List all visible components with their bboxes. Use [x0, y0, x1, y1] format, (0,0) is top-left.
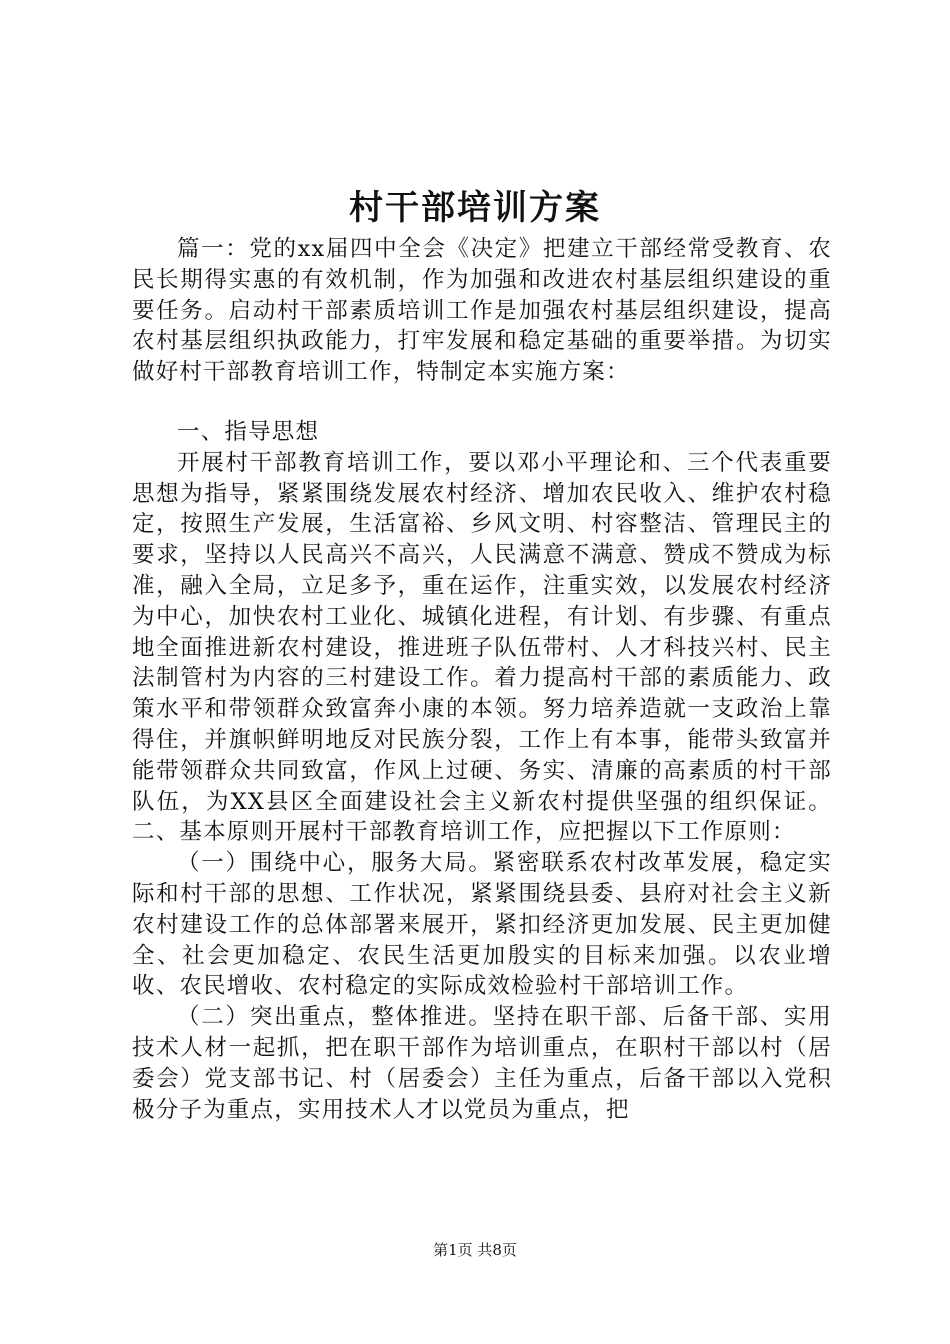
document-body [132, 234, 832, 1125]
paragraph-principle-two: （二）突出重点，整体推进。坚持在职干部、后备干部、实用技术人材一起抓，把在职干部作为培训重点，在职村干部以村（居委会）党支部书记、村（居委会）主任为重点，后备干部以入党积极分子为重点，实用技术人才以党员为重点，把 [132, 1004, 832, 1123]
paragraph-principle-one: （一）围绕中心，服务大局。紧密联系农村改革发展，稳定实际和村干部的思想、工作状况，紧紧围绕县委、县府对社会主义新农村建设工作的总体部署来展开，紧扣经济更加发展、民主更加健全、社会更加稳定、农民生活更加殷实的目标来加强。以农业增收、农民增收、农村稳定的实际成效检验村干部培训工作。 [132, 850, 832, 1000]
document-title: 村干部培训方案 [349, 188, 601, 228]
paragraph-guiding-ideology: 开展村干部教育培训工作，要以邓小平理论和、三个代表重要思想为指导，紧紧围绕发展农村经济、增加农民收入、维护农村稳定，按照生产发展，生活富裕、乡风文明、村容整洁、管理民主的要求，坚持以人民高兴不高兴，人民满意不满意、赞成不赞成为标准，融入全局，立足多予，重在运作，注重实效，以发展农村经济为中心，加快农村工业化、城镇化进程，有计划、有步骤、有重点地全面推进新农村建设，推进班子队伍带村、人才科技兴村、民主法制管村为内容的三村建设工作。着力提高村干部的素质能力、政策水平和带领群众致富奔小康的本领。努力培养造就一支政治上靠得住，并旗帜鲜明地反对民族分裂，工作上有本事，能带头致富并能带领群众共同致富，作风上过硬、务实、清廉的高素质的村干部队伍，为XX县区全面建设社会主义新农村提供坚强的组织保证。二、基本原则开展村干部教育培训工作，应把握以下工作原则： [132, 449, 832, 846]
section-heading-guiding-ideology: 一、指导思想 [177, 418, 320, 445]
page-number-footer: 第1页 共8页 [433, 1241, 517, 1259]
paragraph-intro: 篇一：党的xx届四中全会《决定》把建立干部经常受教育、农民长期得实惠的有效机制，作为加强和改进农村基层组织建设的重要任务。启动村干部素质培训工作是加强农村基层组织建设，提高农村基层组织执政能力，打牢发展和稳定基础的重要举措。为切实做好村干部教育培训工作，特制定本实施方案： [132, 236, 832, 386]
